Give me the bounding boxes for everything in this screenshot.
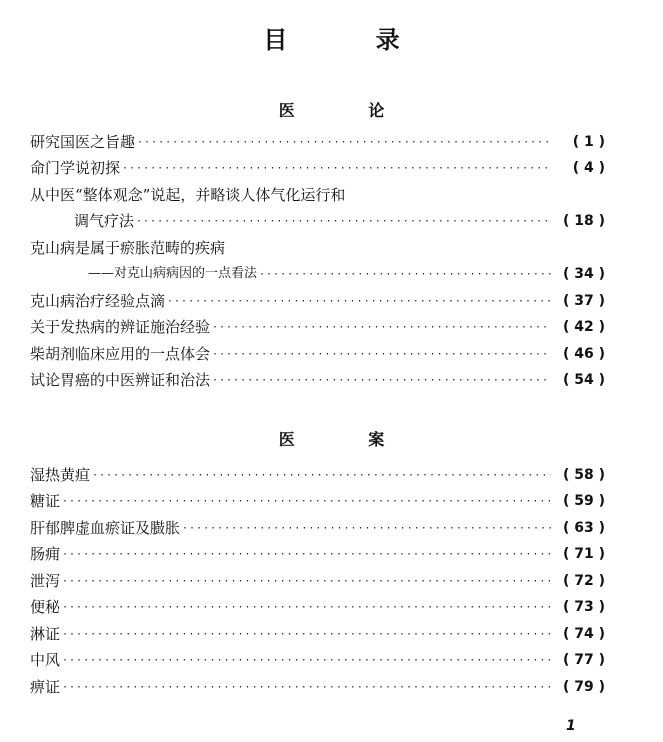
dot-leader xyxy=(92,471,551,481)
toc-entry xyxy=(30,338,605,365)
toc-entry-page: ( 74 ) xyxy=(562,625,605,642)
dot-leader xyxy=(182,524,551,534)
dot-leader xyxy=(62,630,551,640)
toc-entry-title: 糖证 xyxy=(30,492,61,510)
toc-entry xyxy=(30,365,605,392)
dot-leader xyxy=(122,164,551,174)
dot-leader xyxy=(62,656,551,666)
toc-entry-page: ( 37 ) xyxy=(562,292,605,309)
toc-entry-title: 湿热黄疸 xyxy=(30,465,91,484)
dot-leader xyxy=(212,376,551,386)
toc-entry-title: 研究国医之旨趣 xyxy=(30,132,136,151)
dot-leader xyxy=(62,497,551,507)
toc-entry-page: ( 42 ) xyxy=(562,319,605,335)
toc-entry xyxy=(30,259,605,286)
toc-entry xyxy=(30,459,605,486)
toc-entry-page: ( 72 ) xyxy=(562,572,605,589)
toc-entry-page: ( 59 ) xyxy=(562,493,605,509)
toc-entry xyxy=(30,539,605,566)
toc-entry-title: 调气疗法 xyxy=(74,212,135,230)
toc-entry xyxy=(30,126,605,153)
dot-leader xyxy=(62,683,551,693)
toc-entry xyxy=(30,592,605,619)
toc-entry xyxy=(30,179,605,206)
toc-entry-title: 泄泻 xyxy=(30,571,61,590)
toc-entry xyxy=(30,565,605,592)
toc-entry-page: ( 18 ) xyxy=(562,213,605,229)
toc-entry-title: 肠痈 xyxy=(30,545,61,563)
toc-entry xyxy=(30,486,605,513)
toc-entry xyxy=(30,285,605,312)
dot-leader xyxy=(137,138,551,148)
toc-entry-title: ——对克山病病因的一点看法 xyxy=(88,266,258,281)
dot-leader xyxy=(136,217,551,227)
toc-entry-title: 便秘 xyxy=(30,598,61,616)
dot-leader xyxy=(62,603,551,613)
toc-entry-page: ( 4 ) xyxy=(572,160,605,176)
toc-entry-title: 试论胃癌的中医辨证和治法 xyxy=(30,371,211,389)
toc-entry xyxy=(30,206,605,233)
toc-entry-title: 中风 xyxy=(30,651,61,669)
toc-entry-title: 关于发热病的辨证施治经验 xyxy=(30,318,211,336)
dot-leader xyxy=(62,550,551,560)
toc-entry-title: 克山病是属于瘀胀范畴的疾病 xyxy=(30,238,226,257)
toc-entry xyxy=(30,153,605,180)
toc-entry-title: 痹证 xyxy=(30,677,61,696)
toc-entry xyxy=(30,618,605,645)
toc-entry-page: ( 58 ) xyxy=(562,466,605,483)
toc-entry-title: 柴胡剂临床应用的一点体会 xyxy=(30,344,211,363)
toc-entry xyxy=(30,671,605,698)
toc-entry-page: ( 73 ) xyxy=(562,599,605,615)
toc-entry-title: 淋证 xyxy=(30,624,61,643)
toc-entry-page: ( 63 ) xyxy=(562,519,605,536)
toc-entry xyxy=(30,312,605,339)
toc-entry xyxy=(30,645,605,672)
toc-entry-page: ( 71 ) xyxy=(562,546,605,562)
toc-entry-title: 肝郁脾虚血瘀证及臌胀 xyxy=(30,518,181,537)
page-number: 1 xyxy=(566,718,576,734)
toc-list-yilun xyxy=(30,126,605,391)
toc-entry-page: ( 46 ) xyxy=(562,345,605,362)
dot-leader xyxy=(212,350,551,360)
section-heading-yian: 医 案 xyxy=(278,430,419,449)
toc-entry-title: 克山病治疗经验点滴 xyxy=(30,291,166,310)
toc-entry-page: ( 34 ) xyxy=(562,266,605,282)
toc-entry xyxy=(30,512,605,539)
toc-entry-page: ( 79 ) xyxy=(562,678,605,695)
dot-leader xyxy=(212,323,551,333)
toc-entry-page: ( 77 ) xyxy=(562,652,605,668)
toc-entry-page: ( 54 ) xyxy=(562,372,605,388)
dot-leader xyxy=(62,577,551,587)
toc-entry-title: 从中医“整体观念”说起，并略谈人体气化运行和 xyxy=(30,185,346,204)
dot-leader xyxy=(259,270,551,280)
dot-leader xyxy=(167,297,551,307)
toc-entry xyxy=(30,232,605,259)
section-heading-yilun: 医 论 xyxy=(278,101,419,120)
toc-entry-page: ( 1 ) xyxy=(572,133,605,150)
toc-entry-title: 命门学说初探 xyxy=(30,159,121,177)
toc-list-yian xyxy=(30,459,605,698)
page-title: 目 录 xyxy=(263,25,440,54)
